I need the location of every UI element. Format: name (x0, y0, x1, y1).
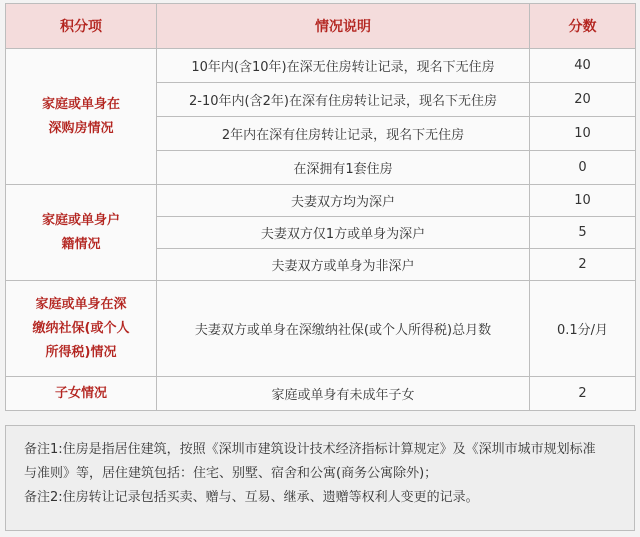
category-cell-children (6, 377, 157, 411)
description-cell: 夫妻双方或单身为非深户 (157, 249, 530, 281)
table-row (6, 185, 636, 217)
note-2: 备注2:住房转让记录包括买卖、赠与、互易、继承、遗赠等权利人变更的记录。 (24, 490, 479, 505)
table-row (6, 377, 636, 411)
header-description: 情况说明 (157, 4, 530, 49)
header-category: 积分项 (6, 4, 157, 49)
note-1-line-2: 与准则》等，居住建筑包括：住宅、别墅、宿舍和公寓(商务公寓除外)； (24, 466, 438, 481)
category-cell-social-security (6, 281, 157, 377)
category-line: 深购房情况 (48, 120, 114, 136)
points-cell: 2 (530, 377, 636, 411)
header-points: 分数 (530, 4, 636, 49)
points-cell: 2 (530, 249, 636, 281)
category-line: 所得税)情况 (45, 344, 117, 360)
points-cell: 40 (530, 49, 636, 83)
points-cell: 10 (530, 117, 636, 151)
score-table (5, 3, 636, 411)
description-cell: 家庭或单身有未成年子女 (157, 377, 530, 411)
points-cell: 20 (530, 83, 636, 117)
category-line: 家庭或单身在 (41, 96, 120, 112)
notes-panel (5, 425, 635, 531)
description-cell: 在深拥有1套住房 (157, 151, 530, 185)
category-line: 家庭或单身户 (41, 212, 120, 228)
points-cell: 0.1分/月 (530, 281, 636, 377)
points-cell: 0 (530, 151, 636, 185)
table-row (6, 49, 636, 83)
description-cell: 夫妻双方仅1方或单身为深户 (157, 217, 530, 249)
description-cell: 2-10年内(含2年)在深有住房转让记录，现名下无住房 (157, 83, 530, 117)
points-cell: 10 (530, 185, 636, 217)
description-cell: 2年内在深有住房转让记录，现名下无住房 (157, 117, 530, 151)
description-cell: 夫妻双方或单身在深缴纳社保(或个人所得税)总月数 (157, 281, 530, 377)
description-cell: 夫妻双方均为深户 (157, 185, 530, 217)
table-row (6, 281, 636, 377)
points-cell: 5 (530, 217, 636, 249)
category-line: 家庭或单身在深 (35, 296, 127, 312)
category-line: 缴纳社保(或个人 (32, 320, 130, 336)
description-cell: 10年内(含10年)在深无住房转让记录，现名下无住房 (157, 49, 530, 83)
note-1-line-1: 备注1:住房是指居住建筑，按照《深圳市建筑设计技术经济指标计算规定》及《深圳市城市规划标准 (24, 442, 596, 457)
category-cell-hukou (6, 185, 157, 281)
category-line: 子女情况 (54, 385, 107, 401)
table-header-row (6, 4, 636, 49)
category-line: 籍情况 (61, 236, 101, 252)
score-table-panel (5, 3, 635, 531)
category-cell-housing (6, 49, 157, 185)
